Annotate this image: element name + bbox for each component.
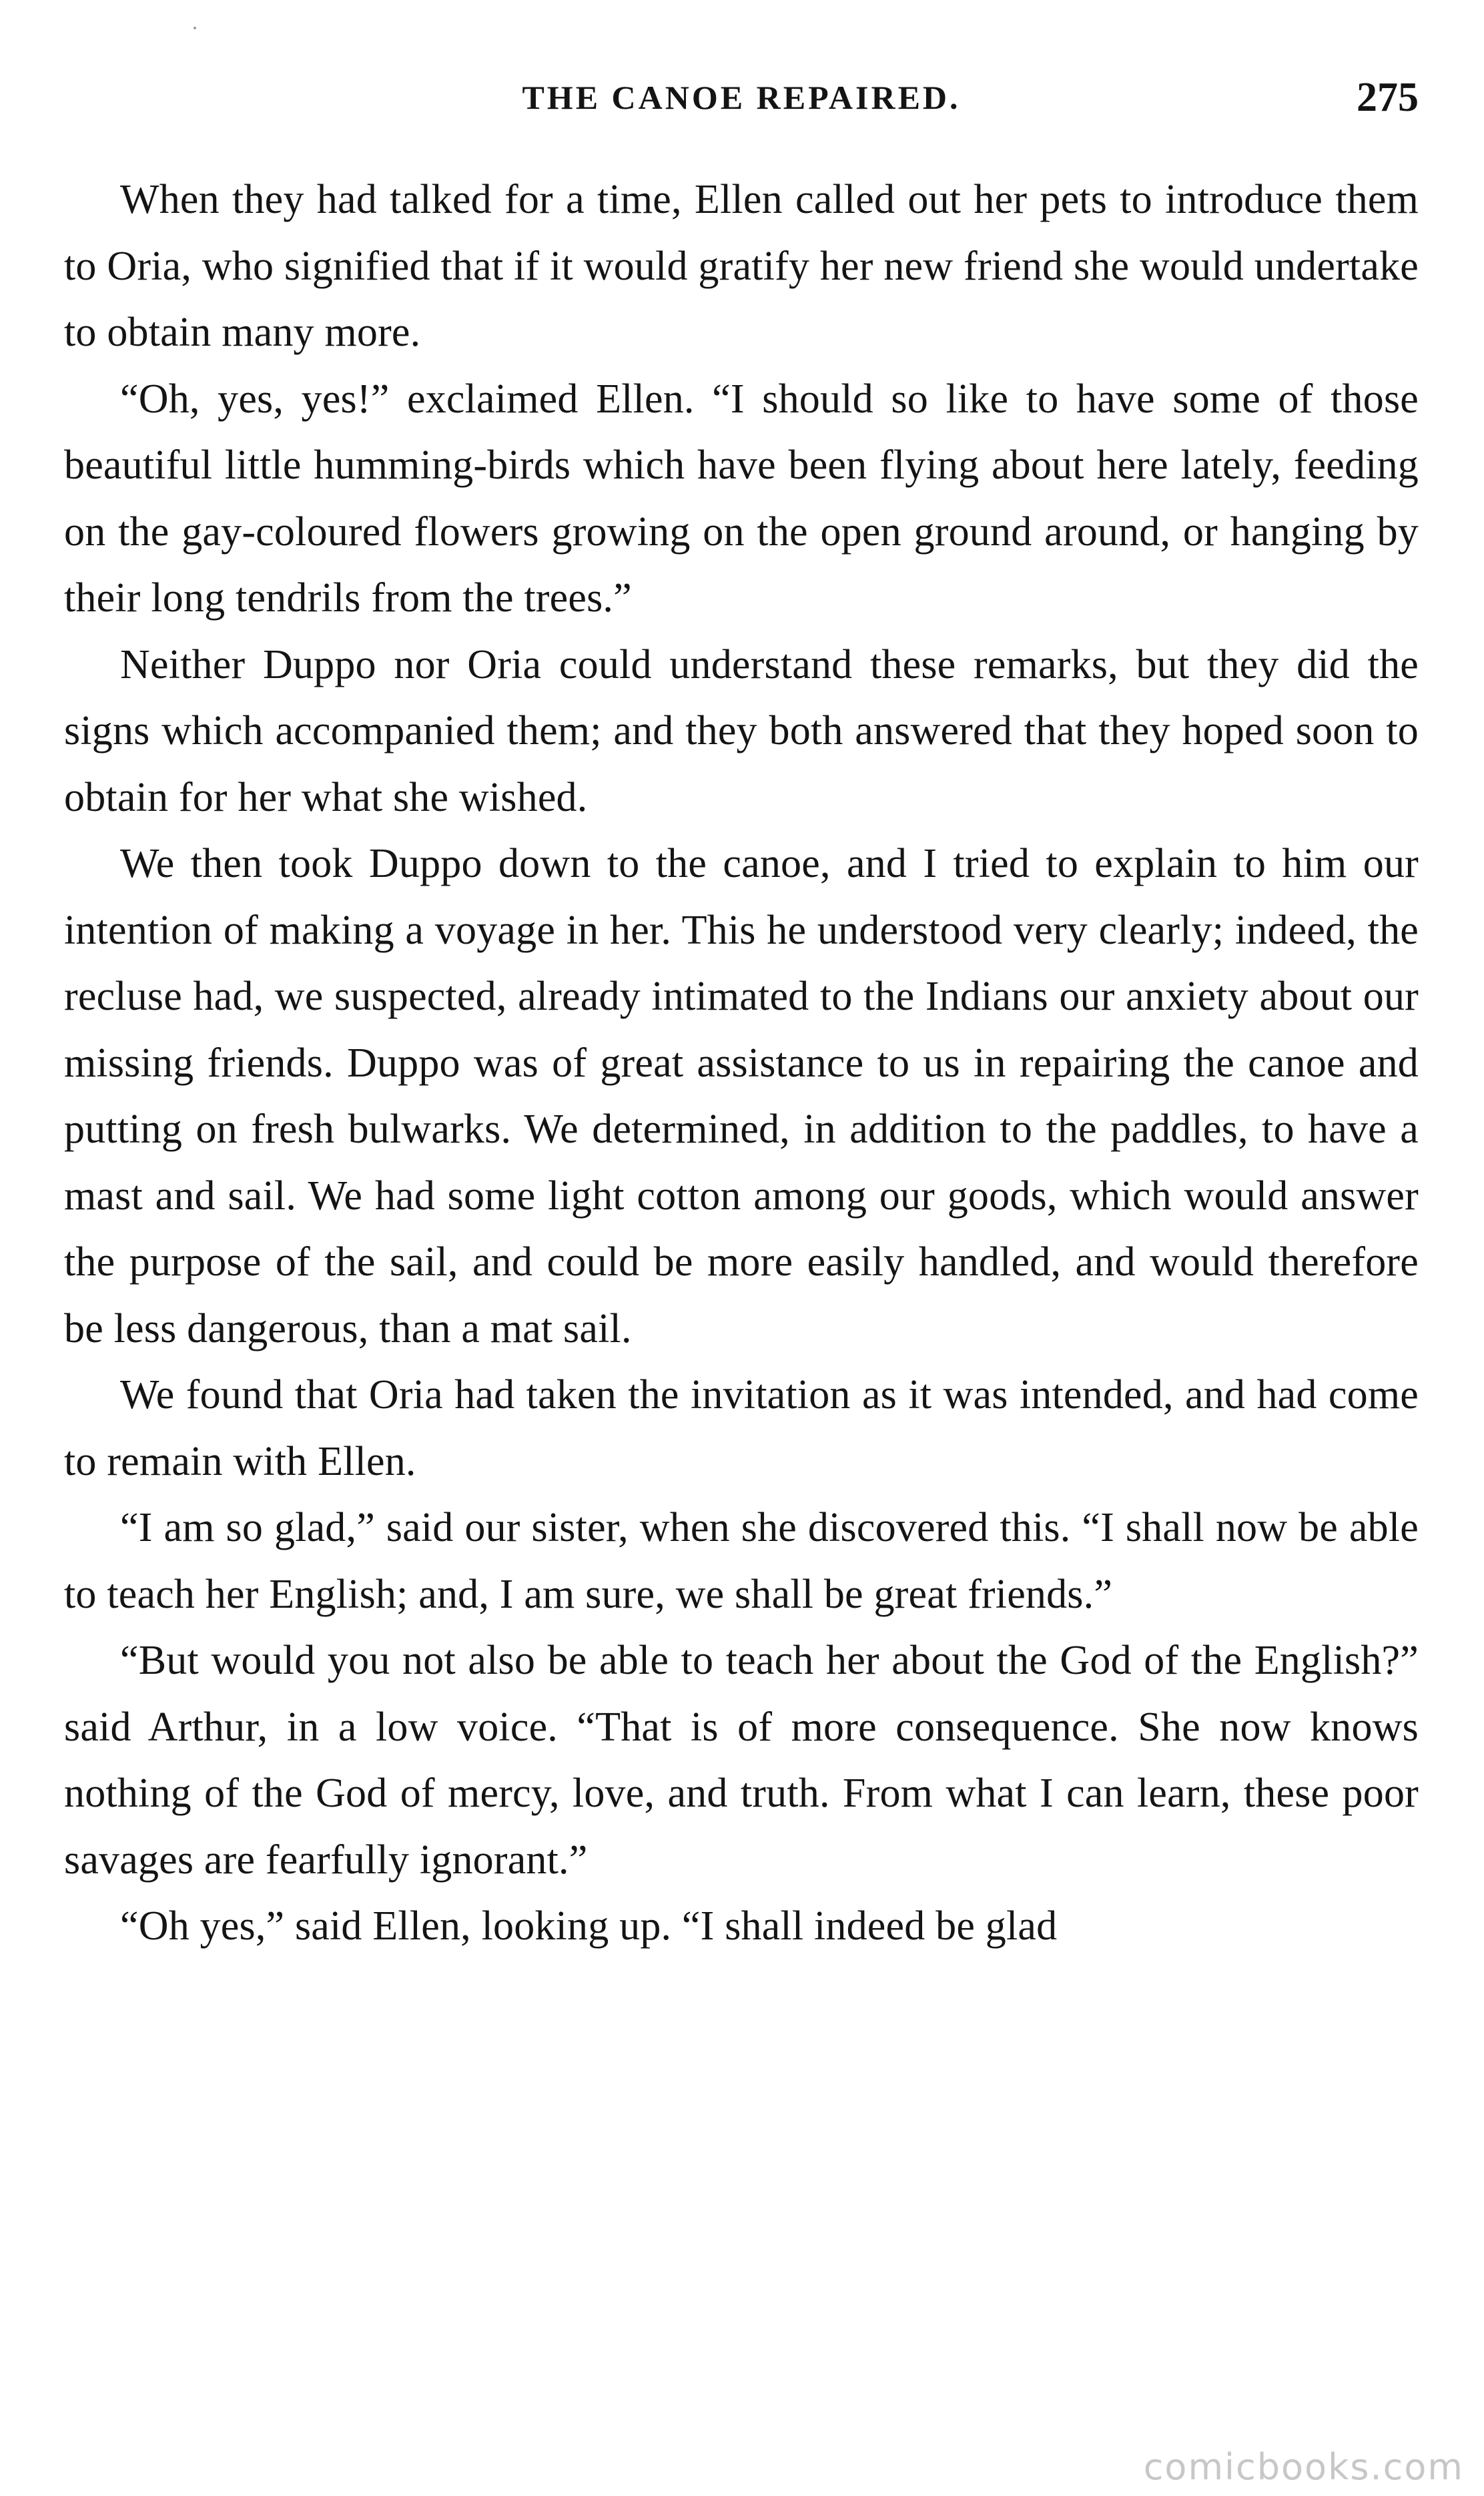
running-title: THE CANOE REPAIRED. — [522, 79, 961, 116]
print-speck — [194, 27, 196, 29]
paragraph-3: Neither Duppo nor Oria could understand these remarks, but they did the signs which accompanied them; and they both answered that they hoped soon to obtain for her what she wished. — [64, 641, 1419, 820]
page-number: 275 — [1357, 75, 1419, 120]
paragraph-1: When they had talked for a time, Ellen called out her pets to introduce them to Oria, who signified that if it would gratify her new friend she would undertake to obtain many more. — [64, 177, 1419, 355]
paragraph-5: We found that Oria had taken the invitation as it was intended, and had come to remain with Ellen. — [64, 1372, 1419, 1484]
running-head — [64, 71, 1419, 124]
paragraph-8: “Oh yes,” said Ellen, looking up. “I shall indeed be glad — [120, 1903, 1058, 1949]
paragraph-7: “But would you not also be able to teach her about the God of the English?” said Arthur, in a low voice. “That is of more consequence. She now knows nothing of the God of mercy, love, and truth. From what I can learn, these poor savages are fearfully ignorant.” — [64, 1638, 1419, 1883]
paragraph-6: “I am so glad,” said our sister, when she discovered this. “I shall now be able to teach her English; and, I am sure, we shall be great friends.” — [64, 1505, 1419, 1617]
body-text — [64, 167, 1419, 1960]
watermark: comicbooks.com — [1143, 2446, 1464, 2488]
paragraph-2: “Oh, yes, yes!” exclaimed Ellen. “I should so like to have some of those beautiful little humming-birds which have been flying about here lately, feeding on the gay-coloured flowers growing on the open ground around, or hanging by their long tendrils from the trees.” — [64, 376, 1419, 621]
paragraph-4: We then took Duppo down to the canoe, and I tried to explain to him our intention of making a voyage in her. This he understood very clearly; indeed, the recluse had, we suspected, already intimated to the Indians our anxiety about our missing friends. Duppo was of great assistance to us in repairing the canoe and putting on fresh bulwarks. We determined, in addition to the paddles, to have a mast and sail. We had some light cotton among our goods, which would answer the purpose of the sail, and could be more easily handled, and would therefore be less dangerous, than a mat sail. — [64, 841, 1419, 1351]
